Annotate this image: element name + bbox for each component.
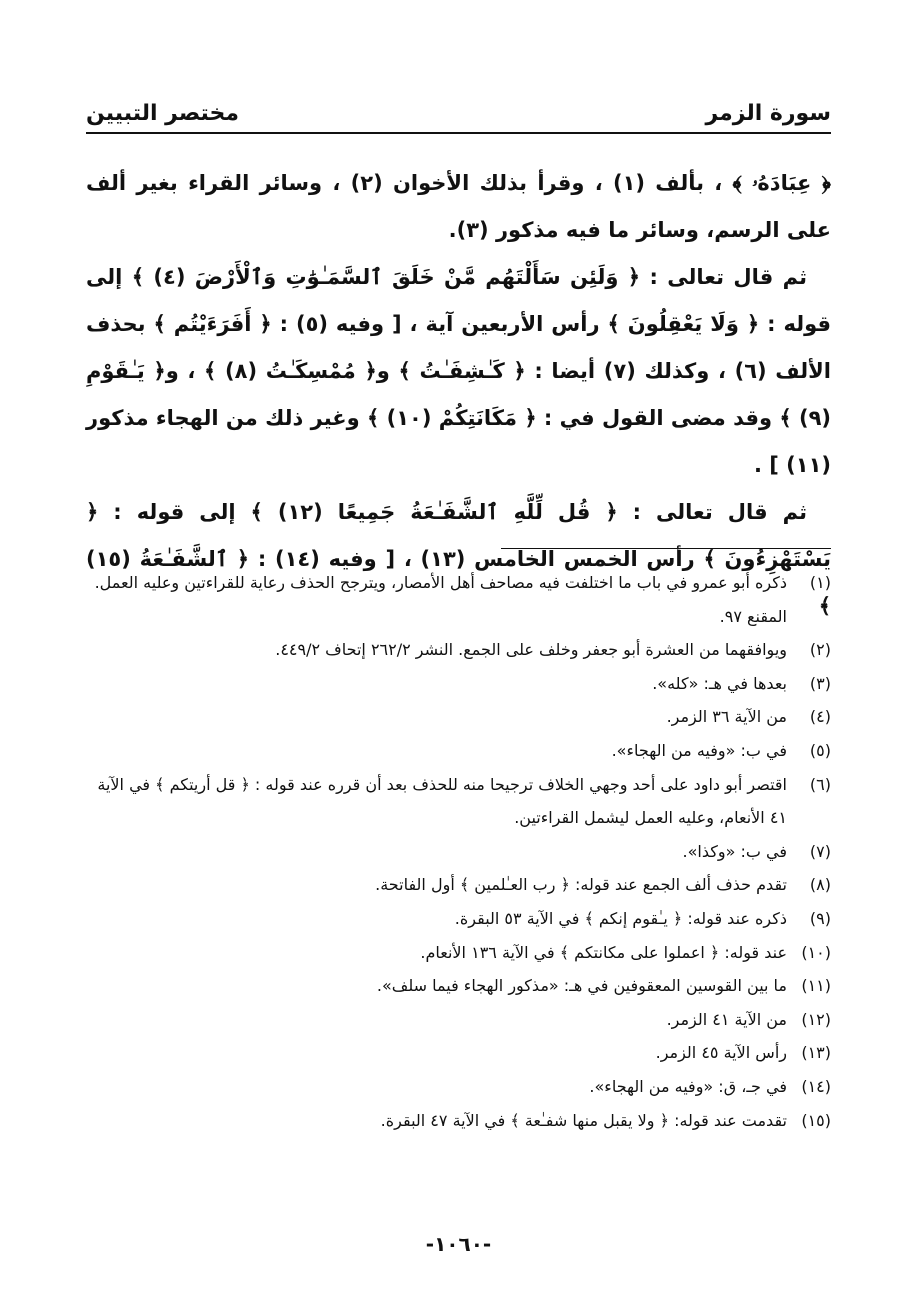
footnote-number: (١٤)	[801, 1076, 831, 1096]
footnote-text: في ب: «وفيه من الهجاء».	[611, 740, 787, 760]
footnote-number: (٥)	[809, 740, 831, 760]
footnote	[86, 566, 831, 633]
footnote-number: (١٥)	[801, 1110, 831, 1130]
footnote-text: من الآية ٤١ الزمر.	[666, 1009, 787, 1029]
footnote-number: (٢)	[809, 640, 831, 660]
footnote-number: (١)	[809, 573, 831, 592]
footnote-number: (١٠)	[801, 942, 831, 962]
footnote-text: من الآية ٣٦ الزمر.	[666, 707, 787, 727]
footnote-text: في جـ، ق: «وفيه من الهجاء».	[589, 1076, 787, 1096]
footnote-number: (٦)	[809, 774, 831, 794]
footnote-text: بعدها في هـ: «كله».	[652, 673, 787, 693]
footnote	[86, 835, 831, 869]
footnote	[86, 902, 831, 936]
footnote-number: (١٣)	[801, 1043, 831, 1063]
running-header	[86, 92, 831, 134]
footnote-number: (٤)	[809, 707, 831, 727]
footnote	[86, 1070, 831, 1104]
footnote-number: (٨)	[809, 875, 831, 895]
footnote-number: (٧)	[809, 841, 831, 861]
footnote-text: تقدمت عند قوله: ﴿ ولا يقبل منها شفـٰعة ﴾ في الآية ٤٧ البقرة.	[380, 1110, 787, 1130]
page-number: -١٠٦٠-	[425, 1232, 492, 1256]
footnote-text: ويوافقهما من العشرة أبو جعفر وخلف على الجمع. النشر ٢٦٢/٢ إتحاف ٤٤٩/٢.	[275, 640, 787, 660]
footnote-text: تقدم حذف ألف الجمع عند قوله: ﴿ رب العـٰلمين ﴾ أول الفاتحة.	[375, 875, 787, 895]
surah-title: سورة الزمر	[705, 101, 831, 126]
footnote-text: ذكره أبو عمرو في باب ما اختلفت فيه مصاحف أهل الأمصار، ويترجح الحذف رعاية للقراءتين وعليه العمل. المقنع ٩٧.	[94, 573, 787, 626]
footnote-number: (٩)	[809, 908, 831, 928]
footnote	[86, 868, 831, 902]
footnote	[86, 969, 831, 1003]
footnote-text: عند قوله: ﴿ اعملوا على مكانتكم ﴾ في الآية ١٣٦ الأنعام.	[420, 942, 787, 962]
paragraph: ﴿ عِبَادَهُۥ ﴾ ، بألف (١) ، وقرأ بذلك الأخوان (٢) ، وسائر القراء بغير ألف على الرسم، وسائر ما فيه مذكور (٣).	[86, 171, 831, 242]
footnote-text: رأس الآية ٤٥ الزمر.	[655, 1043, 787, 1063]
paragraph: ثم قال تعالى : ﴿ وَلَئِن سَأَلْتَهُم مَّنْ خَلَقَ ٱلسَّمَـٰوَٰتِ وَٱلْأَرْضَ (٤) ﴾ إلى قوله : ﴿ وَلَا يَعْقِلُونَ ﴾ رأس الأربعين آية ، [ وفيه (٥) : ﴿ أَفَرَءَيْتُم ﴾ بحذف الألف (٦) ، وكذلك (٧) أيضا : ﴿ كَـٰشِفَـٰتُ ﴾ و﴿ مُمْسِكَـٰتُ (٨) ﴾ ، و﴿ يَـٰقَوْمِ (٩) ﴾ وقد مضى القول في : ﴿ مَكَانَتِكُمْ (١٠) ﴾ وغير ذلك من الهجاء مذكور (١١) ] .	[85, 265, 832, 477]
footnote	[86, 1003, 831, 1037]
footnote	[86, 700, 831, 734]
main-text	[86, 160, 831, 630]
footnote-number: (١٢)	[801, 1009, 831, 1029]
footnote	[86, 734, 831, 768]
footnote	[86, 633, 831, 667]
footnote	[86, 936, 831, 970]
footnote	[86, 1104, 831, 1138]
footnote	[86, 1036, 831, 1070]
book-title: مختصر التبيين	[86, 101, 240, 126]
footnote-number: (١١)	[801, 976, 831, 996]
footnote-text: في ب: «وكذا».	[682, 841, 787, 861]
footnote-number: (٣)	[809, 673, 831, 693]
footnote-text: ما بين القوسين المعقوفين في هـ: «مذكور الهجاء فيما سلف».	[376, 976, 787, 996]
footnote-text: ذكره عند قوله: ﴿ يـٰقوم إنكم ﴾ في الآية ٥٣ البقرة.	[454, 908, 787, 928]
footnote	[86, 667, 831, 701]
footnote-separator	[501, 548, 831, 549]
footnote	[86, 768, 831, 835]
footnotes	[86, 566, 831, 1137]
paragraph: ثم قال تعالى : ﴿ قُل لِّلَّهِ ٱلشَّفَـٰعَةُ جَمِيعًا (١٢) ﴾ إلى قوله : ﴿ يَسْتَهْزِءُونَ ﴾ رأس الخمس الخامس (١٣) ، [ وفيه (١٤) : ﴿ ٱلشَّفَـٰعَةُ (١٥) ﴾	[86, 500, 831, 618]
footnote-text: اقتصر أبو داود على أحد وجهي الخلاف ترجيحا منه للحذف بعد أن قرره عند قوله : ﴿ قل أريتكم ﴾ في الآية ٤١ الأنعام، وعليه العمل ليشمل القراءتين.	[97, 774, 787, 828]
